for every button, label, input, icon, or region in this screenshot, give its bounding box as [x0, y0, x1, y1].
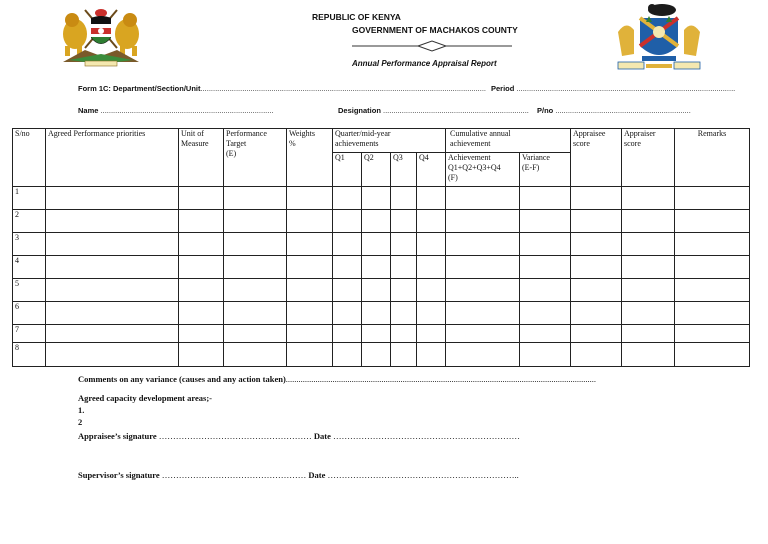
supervisor-date-blank: ………………………………………………………….. [327, 470, 519, 480]
row-number-cell: 4 [13, 256, 46, 279]
period-field[interactable] [491, 84, 735, 93]
report-title: Annual Performance Appraisal Report [352, 59, 497, 68]
table-cell[interactable] [224, 279, 287, 302]
table-cell[interactable] [520, 233, 571, 256]
table-cell[interactable] [391, 210, 417, 233]
row-number-cell: 1 [13, 187, 46, 210]
q3-header: Q3 [391, 153, 417, 187]
appraiser-score-header [622, 129, 675, 187]
table-cell[interactable] [391, 279, 417, 302]
table-cell[interactable] [622, 187, 675, 210]
table-cell[interactable] [333, 233, 362, 256]
table-cell[interactable] [622, 343, 675, 367]
table-cell[interactable] [362, 325, 391, 343]
table-row [13, 343, 750, 367]
row-number-cell: 6 [13, 302, 46, 325]
table-cell[interactable] [622, 256, 675, 279]
table-cell[interactable] [287, 343, 333, 367]
row-number-cell: 8 [13, 343, 46, 367]
row-number-cell: 5 [13, 279, 46, 302]
table-cell[interactable] [362, 256, 391, 279]
table-cell[interactable] [179, 233, 224, 256]
table-cell[interactable] [520, 279, 571, 302]
table-cell[interactable] [46, 302, 179, 325]
table-cell[interactable] [446, 187, 520, 210]
table-cell[interactable] [571, 256, 622, 279]
unit-of-measure-header [179, 129, 224, 187]
supervisor-date-label: Date [308, 470, 326, 480]
table-cell[interactable] [287, 325, 333, 343]
table-cell[interactable] [362, 210, 391, 233]
remarks-header: Remarks [675, 129, 750, 187]
period-label: Period [491, 84, 515, 93]
pno-label: P/no [537, 106, 554, 115]
table-cell[interactable] [224, 233, 287, 256]
table-cell[interactable] [446, 210, 520, 233]
table-cell[interactable] [520, 187, 571, 210]
cumulative-achievement-header [446, 129, 571, 153]
table-cell[interactable] [622, 233, 675, 256]
table-cell[interactable] [391, 187, 417, 210]
table-cell[interactable] [520, 302, 571, 325]
designation-field[interactable] [338, 106, 529, 115]
table-row [13, 325, 750, 343]
table-cell[interactable] [675, 233, 750, 256]
table-cell[interactable] [287, 187, 333, 210]
table-cell[interactable] [46, 187, 179, 210]
table-cell[interactable] [224, 302, 287, 325]
ornamental-divider [352, 40, 512, 52]
appraisal-table [12, 128, 750, 367]
appraisee-signature-field[interactable] [78, 431, 520, 441]
table-cell[interactable] [571, 325, 622, 343]
table-cell[interactable] [417, 210, 446, 233]
appraisee-date-blank: ………………………………………………………… [333, 431, 520, 441]
table-cell[interactable] [675, 256, 750, 279]
table-cell[interactable] [675, 279, 750, 302]
table-cell[interactable] [362, 302, 391, 325]
table-cell[interactable] [224, 343, 287, 367]
comments-label: Comments on any variance (causes and any action taken) [78, 374, 286, 384]
designation-label: Designation [338, 106, 381, 115]
table-cell[interactable] [333, 210, 362, 233]
table-cell[interactable] [446, 302, 520, 325]
appraisee-signature-label: Appraisee’s signature [78, 431, 157, 441]
weights-header [287, 129, 333, 187]
table-cell[interactable] [622, 325, 675, 343]
variance-header-line2: (E-F) [522, 163, 540, 172]
supervisor-signature-label: Supervisor’s signature [78, 470, 160, 480]
table-cell[interactable] [179, 256, 224, 279]
performance-target-header [224, 129, 287, 187]
target-header-line3: (E) [226, 149, 237, 158]
table-cell[interactable] [622, 279, 675, 302]
cumulative-header-line1: Cumulative annual [450, 129, 511, 138]
table-cell[interactable] [520, 210, 571, 233]
table-cell[interactable] [446, 325, 520, 343]
table-cell[interactable] [391, 325, 417, 343]
comments-field[interactable] [78, 374, 596, 384]
row-number-cell: 7 [13, 325, 46, 343]
row-number-cell: 3 [13, 233, 46, 256]
capacity-item-1[interactable]: 1. [78, 405, 85, 415]
table-cell[interactable] [391, 302, 417, 325]
table-cell[interactable] [362, 233, 391, 256]
machakos-county-emblem-logo [612, 2, 706, 72]
department-label: Form 1C: Department/Section/Unit [78, 84, 201, 93]
table-cell[interactable] [417, 256, 446, 279]
table-cell[interactable] [287, 302, 333, 325]
table-cell[interactable] [622, 302, 675, 325]
table-cell[interactable] [417, 302, 446, 325]
achievement-header-line1: Achievement [448, 153, 491, 162]
table-cell[interactable] [417, 325, 446, 343]
q1-header: Q1 [333, 153, 362, 187]
name-field[interactable] [78, 106, 273, 115]
table-cell[interactable] [362, 187, 391, 210]
appraiser-header-line1: Appraiser [624, 129, 656, 138]
quarter-header-line1: Quarter/mid-year [335, 129, 391, 138]
target-header-line2: Target [226, 139, 247, 148]
sno-header: S/no [13, 129, 46, 187]
q2-header: Q2 [362, 153, 391, 187]
table-cell[interactable] [675, 343, 750, 367]
table-cell[interactable] [391, 233, 417, 256]
table-cell[interactable] [46, 279, 179, 302]
table-cell[interactable] [417, 187, 446, 210]
table-cell[interactable] [224, 256, 287, 279]
achievement-header [446, 153, 520, 187]
table-cell[interactable] [287, 233, 333, 256]
table-cell[interactable] [675, 210, 750, 233]
table-cell[interactable] [571, 343, 622, 367]
weights-header-line1: Weights [289, 129, 316, 138]
table-cell[interactable] [520, 343, 571, 367]
table-cell[interactable] [46, 233, 179, 256]
table-cell[interactable] [571, 302, 622, 325]
government-heading: GOVERNMENT OF MACHAKOS COUNTY [352, 25, 518, 35]
table-cell[interactable] [417, 343, 446, 367]
table-cell[interactable] [622, 210, 675, 233]
table-cell[interactable] [417, 279, 446, 302]
table-cell[interactable] [287, 279, 333, 302]
table-cell[interactable] [179, 187, 224, 210]
table-cell[interactable] [179, 325, 224, 343]
country-heading: REPUBLIC OF KENYA [312, 12, 401, 22]
table-cell[interactable] [675, 302, 750, 325]
table-cell[interactable] [571, 233, 622, 256]
table-cell[interactable] [46, 210, 179, 233]
quarter-achievements-header [333, 129, 446, 153]
table-cell[interactable] [571, 279, 622, 302]
table-cell[interactable] [333, 256, 362, 279]
variance-header [520, 153, 571, 187]
appraisee-header-line2: score [573, 139, 590, 148]
appraisee-date-label: Date [313, 431, 331, 441]
table-cell[interactable] [46, 325, 179, 343]
quarter-header-line2: achievements [335, 139, 379, 148]
table-cell[interactable] [675, 325, 750, 343]
appraisal-table-body [13, 187, 750, 367]
table-cell[interactable] [179, 302, 224, 325]
period-blank: ......................................................................................................... [516, 84, 736, 93]
table-cell[interactable] [520, 256, 571, 279]
department-blank: ......................................................................................................................................... [200, 84, 486, 93]
table-row [13, 279, 750, 302]
table-cell[interactable] [675, 187, 750, 210]
comments-blank: .................................................................................................................................................. [285, 374, 597, 384]
table-row [13, 256, 750, 279]
table-cell[interactable] [224, 325, 287, 343]
cumulative-header-line2: achievement [450, 139, 491, 148]
priorities-header: Agreed Performance priorities [46, 129, 179, 187]
weights-header-line2: % [289, 139, 296, 148]
table-row [13, 302, 750, 325]
pno-blank: ................................................................. [555, 106, 691, 115]
name-label: Name [78, 106, 99, 115]
table-cell[interactable] [287, 256, 333, 279]
target-header-line1: Performance [226, 129, 267, 138]
table-cell[interactable] [46, 343, 179, 367]
q4-header: Q4 [417, 153, 446, 187]
supervisor-signature-blank: …………………………………………… [161, 470, 307, 480]
table-cell[interactable] [224, 210, 287, 233]
table-cell[interactable] [446, 343, 520, 367]
table-cell[interactable] [224, 187, 287, 210]
designation-blank: ...................................................................... [383, 106, 529, 115]
name-blank: ................................................................................... [100, 106, 274, 115]
table-cell[interactable] [333, 302, 362, 325]
table-cell[interactable] [446, 233, 520, 256]
table-cell[interactable] [179, 343, 224, 367]
table-row [13, 187, 750, 210]
unit-header-line1: Unit of [181, 129, 204, 138]
appraisee-score-header [571, 129, 622, 187]
appraisee-header-line1: Appraisee [573, 129, 606, 138]
department-field[interactable] [78, 84, 486, 93]
capacity-heading: Agreed capacity development areas;- [78, 393, 213, 403]
kenya-coat-of-arms-logo [55, 4, 147, 68]
table-row [13, 233, 750, 256]
table-cell[interactable] [446, 256, 520, 279]
capacity-item-2[interactable]: 2 [78, 417, 83, 427]
table-cell[interactable] [571, 210, 622, 233]
table-cell[interactable] [417, 233, 446, 256]
pno-field[interactable] [537, 106, 691, 115]
achievement-header-line3: (F) [448, 173, 458, 182]
table-row [13, 210, 750, 233]
variance-header-line1: Variance [522, 153, 550, 162]
table-cell[interactable] [46, 256, 179, 279]
table-cell[interactable] [520, 325, 571, 343]
table-cell[interactable] [362, 343, 391, 367]
table-cell[interactable] [333, 325, 362, 343]
table-cell[interactable] [362, 279, 391, 302]
achievement-header-line2: Q1+Q2+Q3+Q4 [448, 163, 501, 172]
table-cell[interactable] [179, 279, 224, 302]
table-cell[interactable] [333, 187, 362, 210]
supervisor-signature-field[interactable] [78, 470, 519, 480]
appraisee-signature-blank: ……………………………………………… [158, 431, 312, 441]
table-cell[interactable] [391, 256, 417, 279]
table-cell[interactable] [287, 210, 333, 233]
row-number-cell: 2 [13, 210, 46, 233]
table-cell[interactable] [571, 187, 622, 210]
table-cell[interactable] [391, 343, 417, 367]
table-cell[interactable] [333, 343, 362, 367]
table-cell[interactable] [446, 279, 520, 302]
unit-header-line2: Measure [181, 139, 209, 148]
table-cell[interactable] [333, 279, 362, 302]
appraiser-header-line2: score [624, 139, 641, 148]
table-cell[interactable] [179, 210, 224, 233]
